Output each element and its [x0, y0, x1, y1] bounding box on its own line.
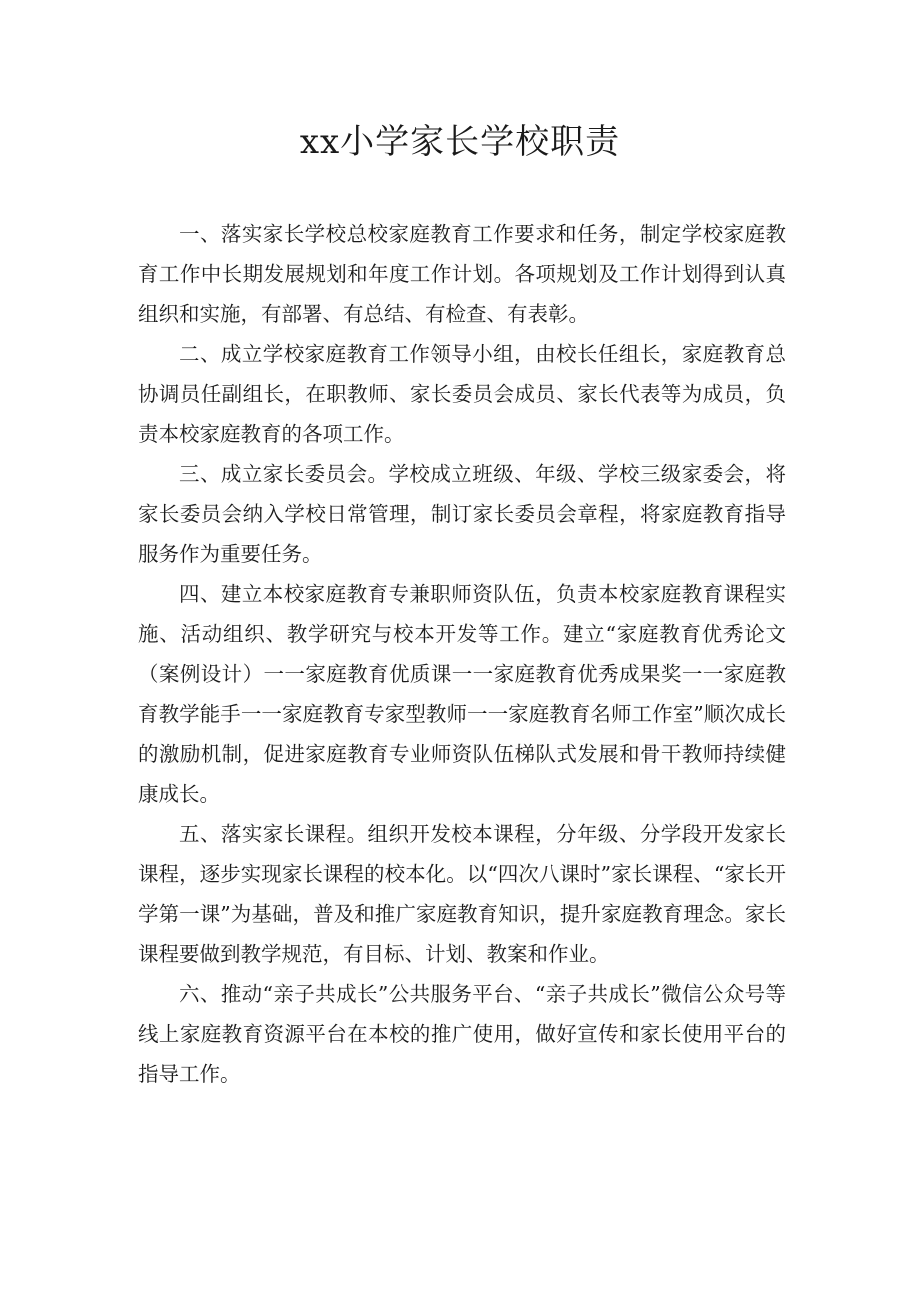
document-title: xx小学家长学校职责: [299, 122, 621, 162]
paragraph-5: 五、落实家长课程。组织开发校本课程，分年级、分学段开发家长课程，逐步实现家长课程的校本化。以“四次八课时”家长课程、“家长开学第一课”为基础，普及和推广家庭教育知识，提升家庭教育理念。家长课程要做到教学规范，有目标、计划、教案和作业。: [138, 822, 786, 966]
paragraph-3: 三、成立家长委员会。学校成立班级、年级、学校三级家委会，将家长委员会纳入学校日常管理，制订家长委员会章程，将家庭教育指导服务作为重要任务。: [138, 462, 786, 566]
paragraph-2: 二、成立学校家庭教育工作领导小组，由校长任组长，家庭教育总协调员任副组长，在职教师、家长委员会成员、家长代表等为成员，负责本校家庭教育的各项工作。: [138, 342, 786, 446]
paragraph-4: 四、建立本校家庭教育专兼职师资队伍，负责本校家庭教育课程实施、活动组织、教学研究与校本开发等工作。建立“家庭教育优秀论文（案例设计）一一家庭教育优质课一一家庭教育优秀成果奖一一家庭教育教学能手一一家庭教育专家型教师一一家庭教育名师工作室”顺次成长的激励机制，促进家庭教育专业师资队伍梯队式发展和骨干教师持续健康成长。: [138, 582, 786, 806]
paragraph-6: 六、推动“亲子共成长”公共服务平台、“亲子共成长”微信公众号等线上家庭教育资源平台在本校的推广使用，做好宣传和家长使用平台的指导工作。: [138, 982, 786, 1086]
paragraph-1: 一、落实家长学校总校家庭教育工作要求和任务，制定学校家庭教育工作中长期发展规划和年度工作计划。各项规划及工作计划得到认真组织和实施，有部署、有总结、有检查、有表彰。: [138, 222, 786, 326]
document-body: [138, 214, 786, 1094]
